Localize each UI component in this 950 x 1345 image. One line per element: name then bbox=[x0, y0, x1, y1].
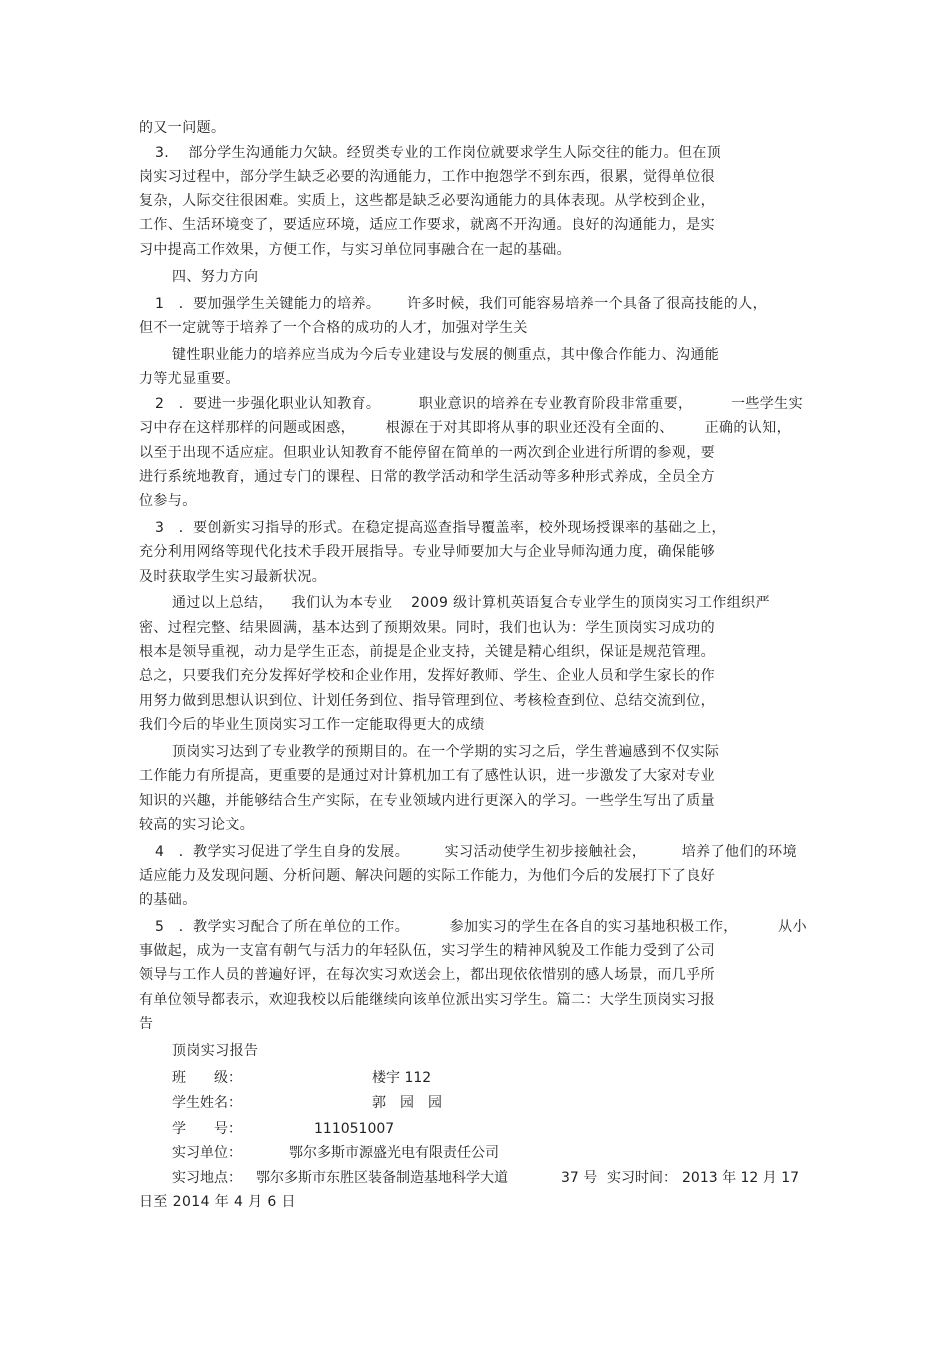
text-segment: 一些学生实 bbox=[730, 396, 803, 412]
text-segment: 4 ．教学实习促进了学生自身的发展。 bbox=[155, 844, 410, 860]
text-line: 事做起，成为一支富有朝气与活力的年轻队伍，实习学生的精神风貌及工作能力受到了公司 bbox=[139, 943, 715, 959]
text-line: 顶岗实习达到了专业教学的预期目的。在一个学期的实习之后，学生普遍感到不仅实际 bbox=[172, 744, 720, 760]
text-line: 及时获取学生实习最新状况。 bbox=[139, 569, 327, 585]
text-line bbox=[155, 840, 797, 864]
section-heading: 四、努力方向 bbox=[172, 269, 259, 285]
text-line bbox=[155, 392, 803, 416]
text-line bbox=[172, 591, 770, 615]
text-line: 根本是领导重视，动力是学生正态，前提是企业支持，关键是精心组织，保证是规范管理。 bbox=[139, 644, 715, 660]
text-line: 的又一问题。 bbox=[139, 120, 226, 136]
text-segment: 从小 bbox=[778, 919, 807, 935]
text-segment: 通过以上总结， bbox=[172, 595, 273, 611]
text-line: 工作能力有所提高，更重要的是通过对计算机加工有了感性认识，进一步激发了大家对专业 bbox=[139, 768, 715, 784]
text-line: 3. 部分学生沟通能力欠缺。经贸类专业的工作岗位就要求学生人际交往的能力。但在顶 bbox=[155, 145, 722, 161]
text-line bbox=[139, 416, 791, 440]
text-line: 的基础。 bbox=[139, 892, 197, 908]
student-id-value: 111051007 bbox=[314, 1121, 395, 1137]
place-label: 实习地点： bbox=[172, 1170, 242, 1186]
text-line: 键性职业能力的培养应当成为今后专业建设与发展的侧重点，其中像合作能力、沟通能 bbox=[172, 347, 720, 363]
text-segment: 实习活动使学生初步接触社会， bbox=[444, 844, 647, 860]
text-line: 复杂，人际交往很困难。实质上，这些都是缺乏必要沟通能力的具体表现。从学校到企业， bbox=[139, 193, 715, 209]
text-segment: 许多时候，我们可能容易培养一个具备了很高技能的人， bbox=[407, 296, 767, 312]
time-value: 2013 年 12 月 17 bbox=[682, 1170, 800, 1186]
text-line: 领导与工作人员的普遍好评，在每次实习欢送会上，都出现依依惜别的感人场景，而几乎所 bbox=[139, 967, 715, 983]
text-line: 有单位领导都表示，欢迎我校以后能继续向该单位派出实习学生。篇二：大学生顶岗实习报 bbox=[139, 992, 715, 1008]
text-line: 力等尤显重要。 bbox=[139, 371, 240, 387]
unit-label: 实习单位： bbox=[172, 1145, 242, 1161]
text-line: 适应能力及发现问题、分析问题、解决问题的实际工作能力，为他们今后的发展打下了良好 bbox=[139, 868, 715, 884]
time-value-continued: 日至 2014 年 4 月 6 日 bbox=[139, 1194, 296, 1210]
time-label: 实习时间： bbox=[607, 1170, 677, 1186]
text-line: 密、过程完整、结果圆满，基本达到了预期效果。同时，我们也认为：学生顶岗实习成功的 bbox=[139, 620, 715, 636]
text-line: 进行系统地教育，通过专门的课程、日常的教学活动和学生活动等多种形式养成，全员全方 bbox=[139, 469, 715, 485]
name-label: 学生姓名： bbox=[172, 1095, 242, 1111]
class-label: 班 级： bbox=[172, 1070, 242, 1086]
text-line bbox=[155, 915, 807, 939]
report-title: 顶岗实习报告 bbox=[172, 1043, 259, 1059]
place-value: 鄂尔多斯市东胜区装备制造基地科学大道 bbox=[256, 1170, 508, 1186]
text-segment: 培养了他们的环境 bbox=[681, 844, 797, 860]
text-line: 告 bbox=[139, 1016, 154, 1032]
text-segment: 习中存在这样那样的问题或困惑， bbox=[139, 420, 355, 436]
student-id-label: 学 号： bbox=[172, 1121, 242, 1137]
text-segment: 2 ．要进一步强化职业认知教育。 bbox=[155, 396, 381, 412]
text-line: 以至于出现不适应症。但职业认知教育不能停留在简单的一两次到企业进行所谓的参观，要 bbox=[139, 445, 715, 461]
text-line: 习中提高工作效果，方便工作，与实习单位同事融合在一起的基础。 bbox=[139, 242, 571, 258]
name-value: 郭 园 园 bbox=[372, 1095, 442, 1111]
text-line: 工作、生活环境变了，要适应环境，适应工作要求，就离不开沟通。良好的沟通能力，是实 bbox=[139, 217, 715, 233]
text-line: 但不一定就等于培养了一个合格的成功的人才，加强对学生关 bbox=[139, 320, 528, 336]
text-line: 知识的兴趣，并能够结合生产实际，在专业领域内进行更深入的学习。一些学生写出了质量 bbox=[139, 793, 715, 809]
text-line bbox=[155, 292, 767, 316]
text-segment: 5 ．教学实习配合了所在单位的工作。 bbox=[155, 919, 410, 935]
text-segment: 根源在于对其即将从事的职业还没有全面的、 bbox=[385, 420, 674, 436]
text-segment: 1 ．要加强学生关键能力的培养。 bbox=[155, 296, 381, 312]
unit-value: 鄂尔多斯市源盛光电有限责任公司 bbox=[289, 1145, 499, 1161]
text-line: 用努力做到思想认识到位、计划任务到位、指导管理到位、考核检查到位、总结交流到位， bbox=[139, 693, 715, 709]
text-segment: 职业意识的培养在专业教育阶段非常重要， bbox=[418, 396, 693, 412]
text-segment: 2009 级计算机英语复合专业学生的顶岗实习工作组织严 bbox=[411, 595, 770, 611]
text-line: 位参与。 bbox=[139, 493, 197, 509]
text-line: 总之，只要我们充分发挥好学校和企业作用，发挥好教师、学生、企业人员和学生家长的作 bbox=[139, 668, 715, 684]
text-segment: 正确的认知， bbox=[704, 420, 791, 436]
place-number: 37 号 bbox=[561, 1170, 598, 1186]
text-line: 充分利用网络等现代化技术手段开展指导。专业导师要加大与企业导师沟通力度，确保能够 bbox=[139, 544, 715, 560]
text-segment: 参加实习的学生在各自的实习基地积极工作， bbox=[449, 919, 738, 935]
text-line: 我们今后的毕业生顶岗实习工作一定能取得更大的成绩 bbox=[139, 717, 485, 733]
text-line: 岗实习过程中，部分学生缺乏必要的沟通能力，工作中抱怨学不到东西，很累，觉得单位很 bbox=[139, 169, 715, 185]
text-line: 较高的实习论文。 bbox=[139, 817, 255, 833]
class-value: 楼宇 112 bbox=[372, 1070, 432, 1086]
text-line: 3 ．要创新实习指导的形式。在稳定提高巡查指导覆盖率，校外现场授课率的基础之上， bbox=[155, 520, 726, 536]
text-segment: 我们认为本专业 bbox=[291, 595, 393, 611]
